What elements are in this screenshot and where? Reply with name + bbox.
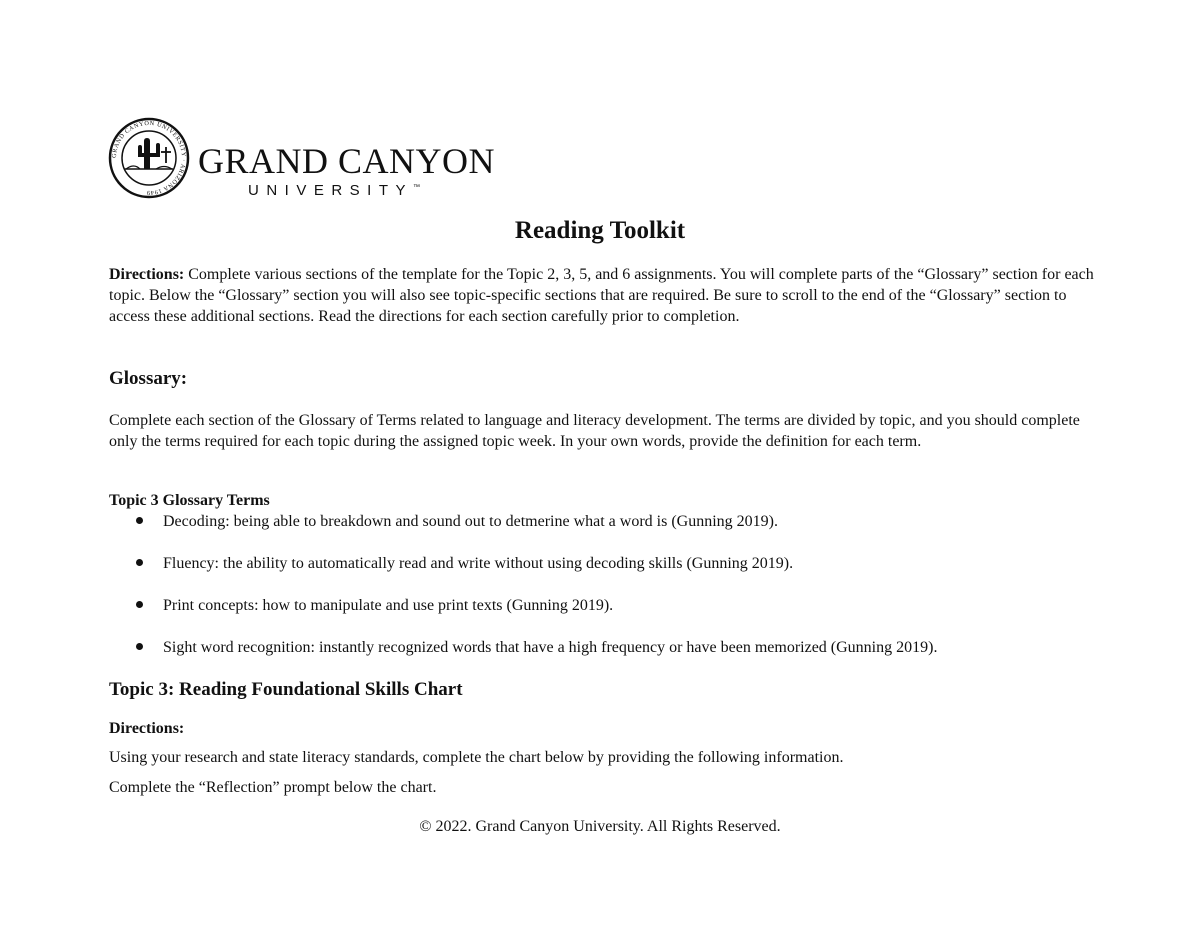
term-text: Sight word recognition: instantly recognized words that have a high frequency or have been memorized (Gunning 2019).: [163, 639, 938, 656]
list-item: [109, 595, 1109, 637]
bullet-icon: [136, 601, 143, 608]
brand-name: GRAND CANYON: [198, 141, 496, 181]
document-title: Reading Toolkit: [514, 217, 686, 244]
term-text: Print concepts: how to manipulate and use print texts (Gunning 2019).: [163, 597, 614, 614]
bullet-icon: [136, 559, 143, 566]
term-text: Fluency: the ability to automatically read and write without using decoding skills (Gunning 2019).: [163, 555, 794, 572]
topic-3-glossary-heading: Topic 3 Glossary Terms: [109, 492, 270, 509]
chart-directions-line-2: Complete the “Reflection” prompt below the chart.: [109, 779, 437, 796]
directions-label: Directions:: [109, 266, 185, 283]
directions-text: Complete various sections of the template for the Topic 2, 3, 5, and 6 assignments. You will complete parts of the “Glossary” section for each topic. Below the “Glossary” section you will also see topic-specific sections that are required. Be sure to scroll to the end of the “Glossary” section to access these additional sections. Read the directions for each section carefully prior to completion.: [109, 266, 1094, 325]
chart-directions-label: Directions:: [109, 720, 185, 737]
chart-directions-line-1: Using your research and state literacy standards, complete the chart below by providing the following information.: [109, 749, 844, 766]
directions-paragraph: [109, 264, 1099, 327]
chart-section-heading: Topic 3: Reading Foundational Skills Chart: [109, 679, 463, 700]
glossary-terms-list: [109, 511, 1109, 679]
bullet-icon: [136, 517, 143, 524]
bullet-icon: [136, 643, 143, 650]
glossary-intro: Complete each section of the Glossary of Terms related to language and literacy development. The terms are divided by topic, and you should complete only the terms required for each topic during the assigned topic week. In your own words, provide the definition for each term.: [109, 412, 1080, 450]
glossary-heading: Glossary:: [109, 368, 188, 389]
list-item: [109, 511, 1109, 553]
university-seal-icon: [108, 117, 190, 199]
seal-ring-text: GRAND CANYON UNIVERSITY · ARIZONA 1949: [110, 119, 188, 197]
brand-subtitle: UNIVERSITY™: [248, 182, 421, 199]
copyright-footer: © 2022. Grand Canyon University. All Rights Reserved.: [419, 818, 781, 835]
list-item: [109, 553, 1109, 595]
term-text: Decoding: being able to breakdown and sound out to detmerine what a word is (Gunning 2019).: [163, 513, 778, 530]
gcu-logo: [108, 117, 496, 201]
list-item: [109, 637, 1109, 679]
